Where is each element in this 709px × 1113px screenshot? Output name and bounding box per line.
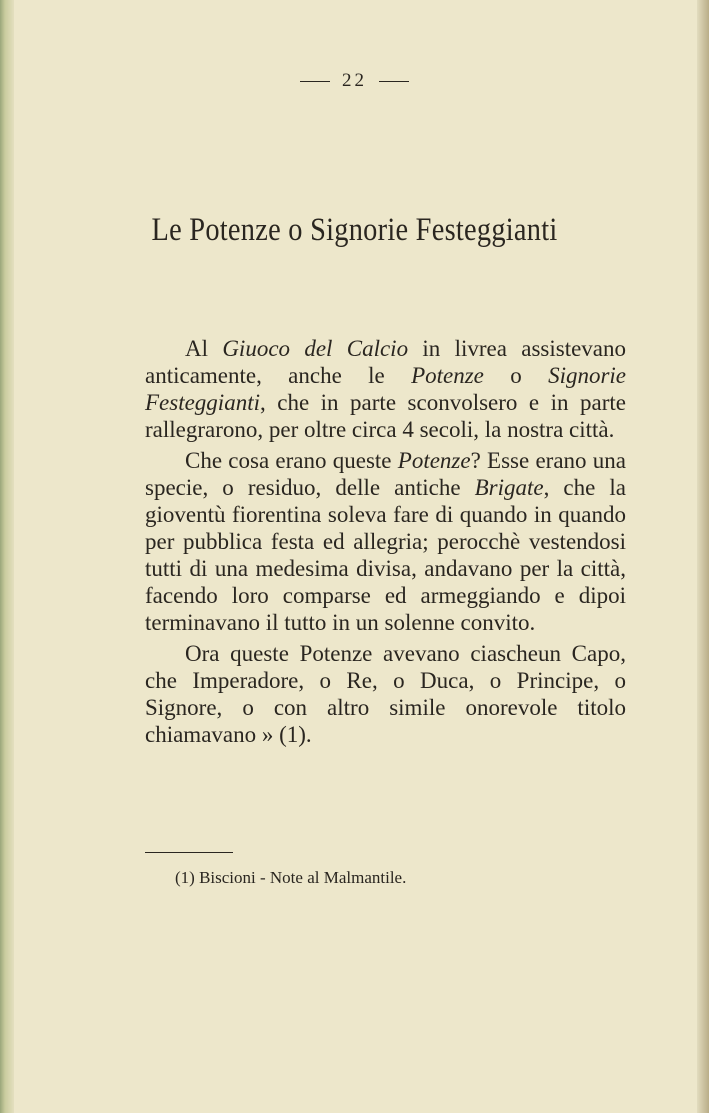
page-number-line: [0, 70, 709, 92]
italic-term: Signorie Festeggianti: [145, 363, 627, 415]
text-run: , che la gioventù fiorentina soleva fare di quando in quando per pubblica festa ed allegria; perocchè vestendosi tutti di una medesima divisa, andavano per la città, facendo loro comparse ed armeggiando e dipoi terminavano il tutto in un solenne convito.: [145, 475, 627, 635]
text-run: Al: [185, 336, 223, 361]
italic-term: Potenze: [397, 448, 471, 473]
italic-term: Giuoco del Calcio: [222, 336, 409, 361]
text-run: ? Esse erano una specie, o residuo, delle antiche: [145, 448, 626, 500]
text-run: , che in parte sconvolsero e in parte rallegrarono, per oltre circa 4 secoli, la nostra città.: [145, 390, 626, 442]
text-run: Ora queste Potenze avevano ciascheun Capo, che Imperadore, o Re, o Duca, o Principe, o Signore, o con altro simile onorevole titolo chiamavano » (1).: [145, 641, 626, 747]
paragraph-3: [145, 640, 626, 748]
page-number: 22: [342, 70, 367, 91]
paragraph-2: [145, 447, 626, 636]
footnote: (1) Biscioni - Note al Malmantile.: [175, 868, 407, 887]
section-heading: Le Potenze o Signorie Festeggianti: [151, 212, 558, 248]
footnote-rule: [145, 852, 233, 853]
text-run: in livrea assistevano anticamente, anche le: [145, 336, 627, 388]
body-text: [145, 335, 626, 752]
paragraph-1: [145, 335, 626, 443]
italic-term: Potenze: [411, 363, 484, 388]
page-number-dash-right: [379, 81, 409, 82]
italic-term: Brigate: [474, 475, 544, 500]
text-run: o: [483, 363, 549, 388]
page-number-dash-left: [300, 81, 330, 82]
text-run: Che cosa erano queste: [185, 448, 398, 473]
